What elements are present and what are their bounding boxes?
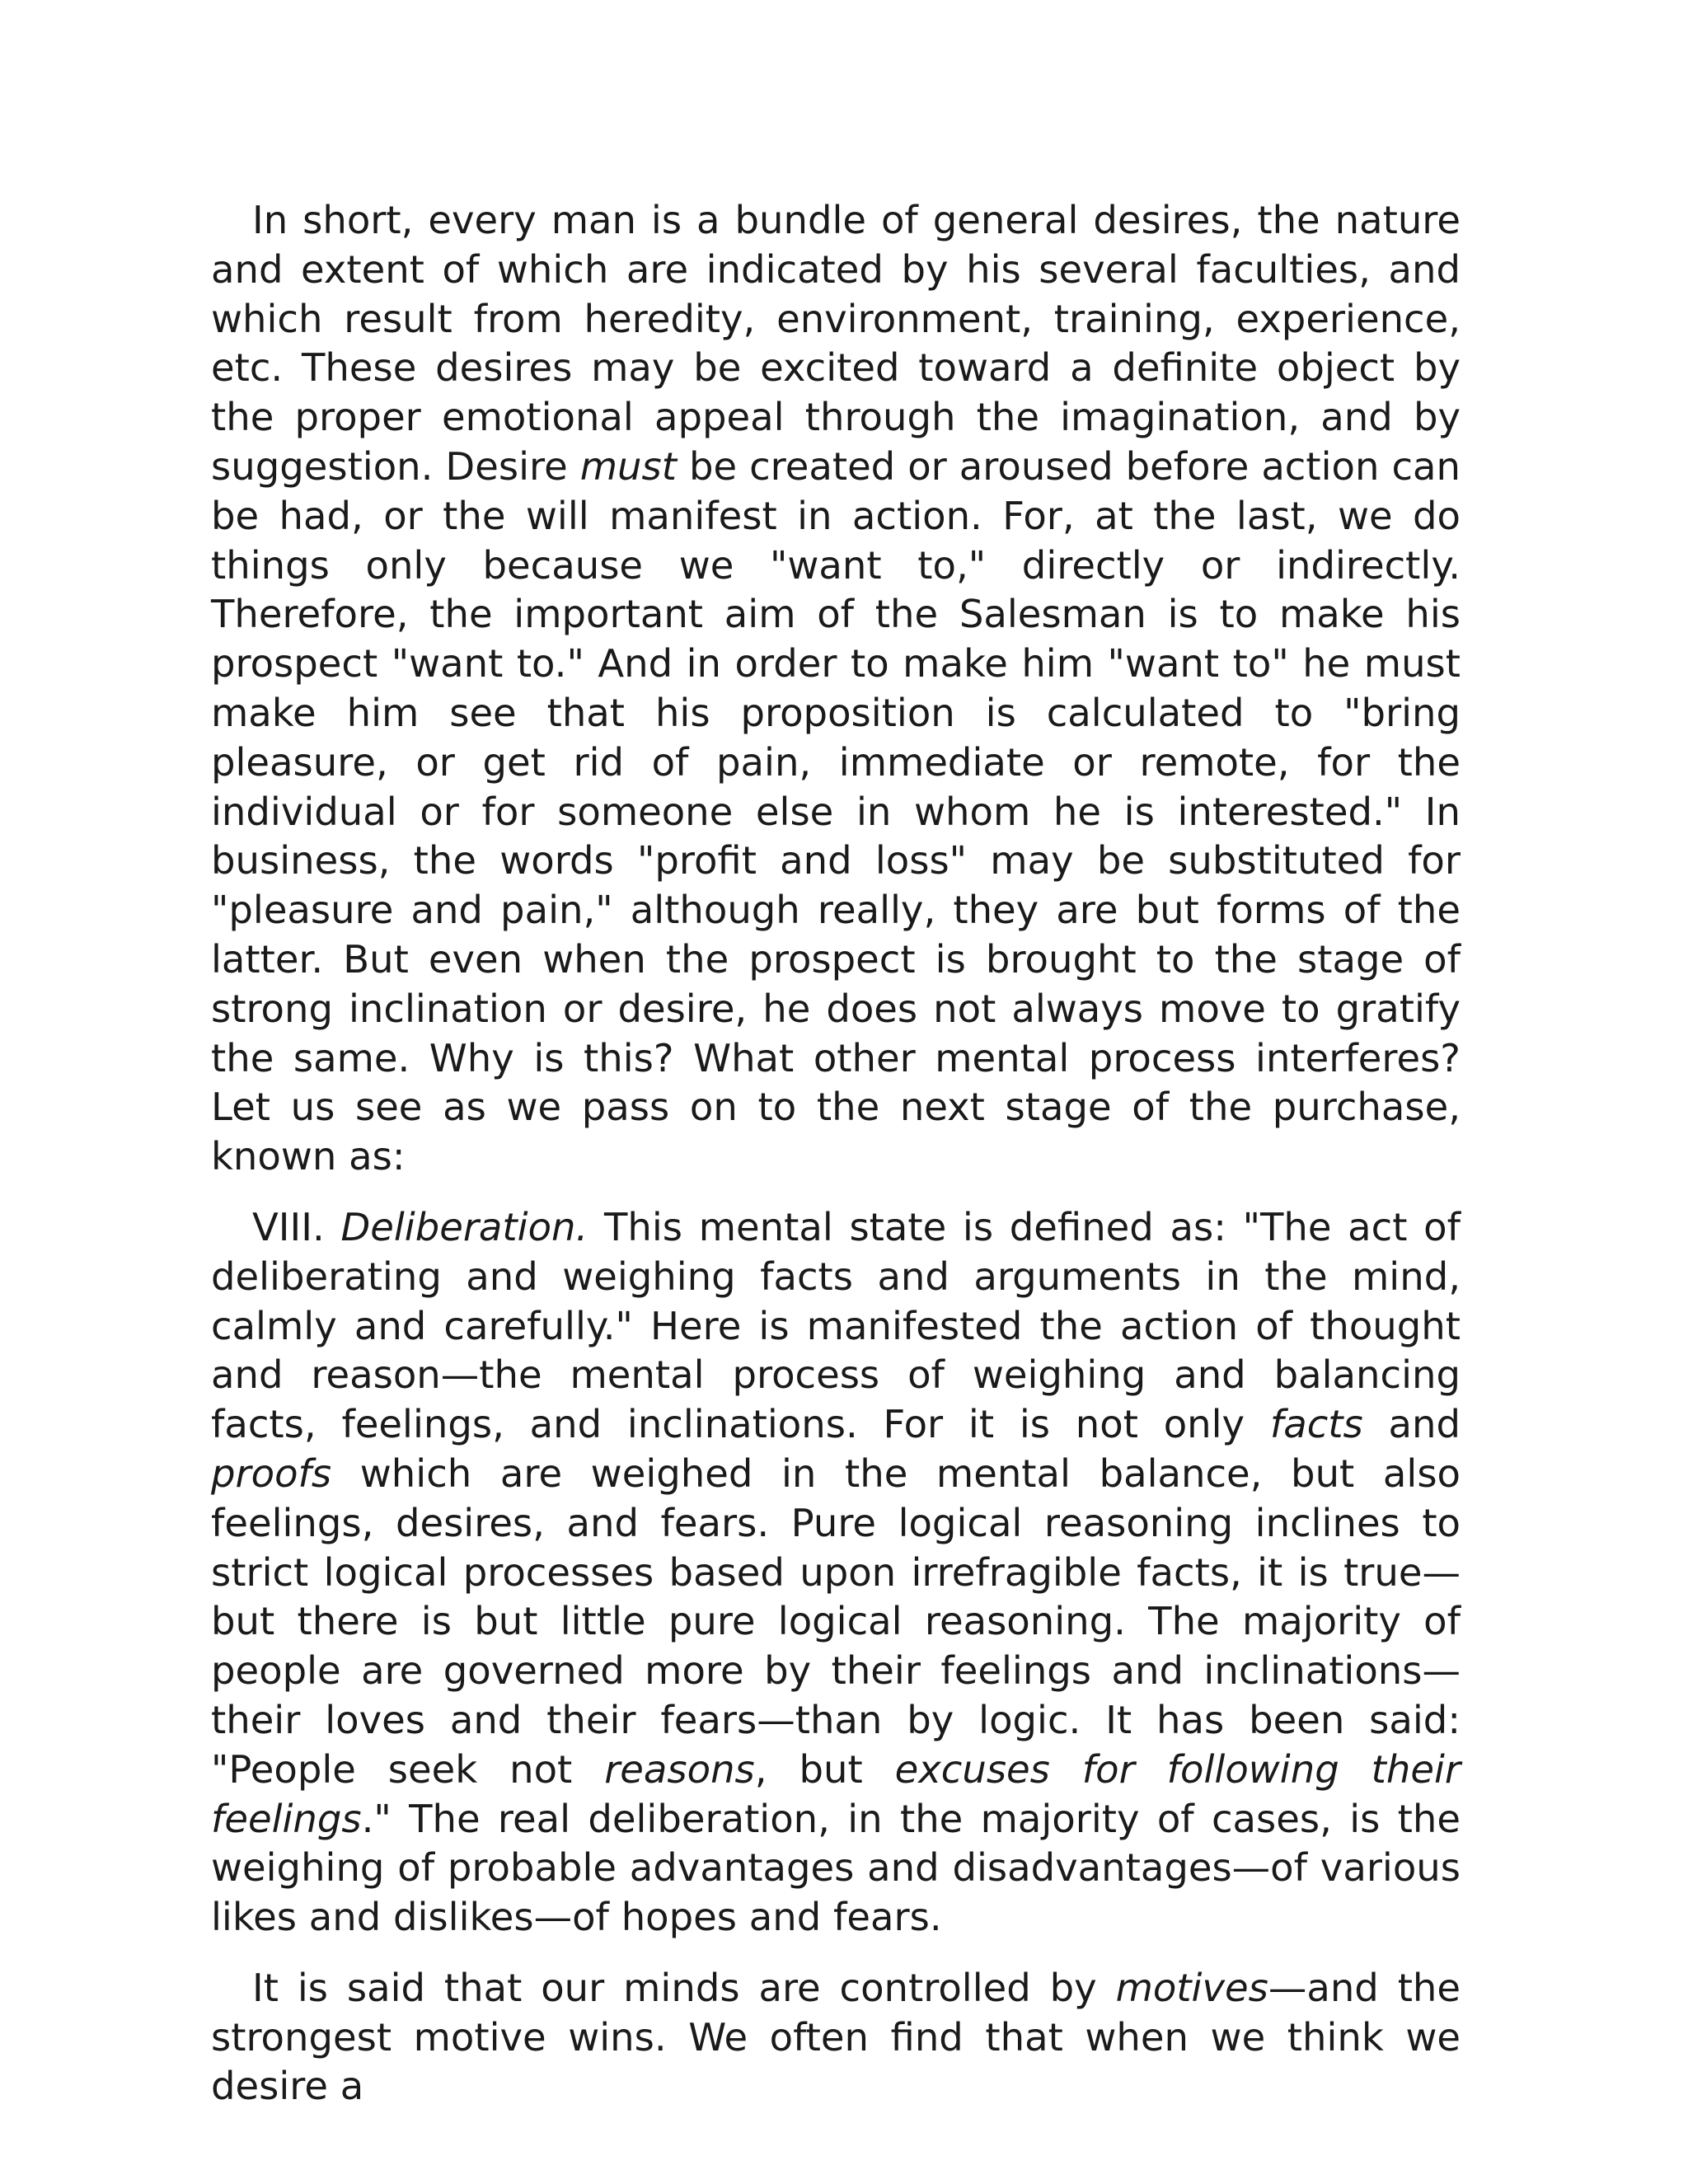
document-page (211, 196, 1461, 2111)
emphasis-excuses: excuses for following their feelings (211, 1746, 1461, 1841)
text-run: be created or aroused before action can be had, or the will manifest in action. For, at the last, we do things only because we "want to," directly or indirectly. Therefore, the important aim of the Salesman is to make his prospect "want to." And in order to make him "want to" he must make him see that his proposition is calculated to "bring pleasure, or get rid of pain, immediate or remote, for the individual or for someone else in whom he is interested." In business, the words "profit and loss" may be substituted for "pleasure and pain," although really, they are but forms of the latter. But even when the prospect is brought to the stage of strong inclination or desire, he does not always move to gratify the same. Why is this? What other mental process interferes? Let us see as we pass on to the next stage of the purchase, known as: (211, 443, 1461, 1179)
text-run: ." The real deliberation, in the majority of cases, is the weighing of probable advantages and disadvantages—of various likes and dislikes—of hopes and fears. (211, 1796, 1461, 1940)
emphasis-motives: motives (1115, 1965, 1268, 2010)
text-run: It is said that our minds are controlled by (252, 1965, 1116, 2010)
paragraph-desires (211, 196, 1461, 1182)
text-run: This mental state is defined as: "The act of deliberating and weighing facts and arguments in the mind, calmly and carefully." Here is manifested the action of thought and reason—the mental process of weighing and balancing facts, feelings, and inclinations. For it is not only (211, 1204, 1461, 1447)
text-run: In short, every man is a bundle of general desires, the nature and extent of which are indicated by his several faculties, and which result from heredity, environment, training, experience, etc. These desires may be excited toward a definite object by the proper emotional appeal through the imagination, and by suggestion. Desire (211, 198, 1461, 489)
emphasis-facts: facts (1269, 1402, 1363, 1447)
text-run: , but (754, 1746, 895, 1792)
text-run: which are weighed in the mental balance, but also feelings, desires, and fears. Pure logical reasoning inclines to strict logical processes based upon irrefragible facts, it is true—but there is but little pure logical reasoning. The majority of people are governed more by their feelings and inclinations—their loves and their fears—than by logic. It has been said: "People seek not (211, 1451, 1461, 1792)
section-heading-deliberation: Deliberation. (340, 1204, 588, 1249)
section-number: VIII. (252, 1204, 341, 1249)
text-run: and (1362, 1402, 1461, 1447)
paragraph-motives (211, 1964, 1461, 2111)
text-run: —and the strongest motive wins. We often find that when we think we desire a (211, 1965, 1461, 2109)
emphasis-reasons: reasons (604, 1746, 755, 1792)
emphasis-proofs: proofs (211, 1451, 332, 1496)
paragraph-deliberation (211, 1203, 1461, 1943)
emphasis-must: must (579, 443, 677, 489)
